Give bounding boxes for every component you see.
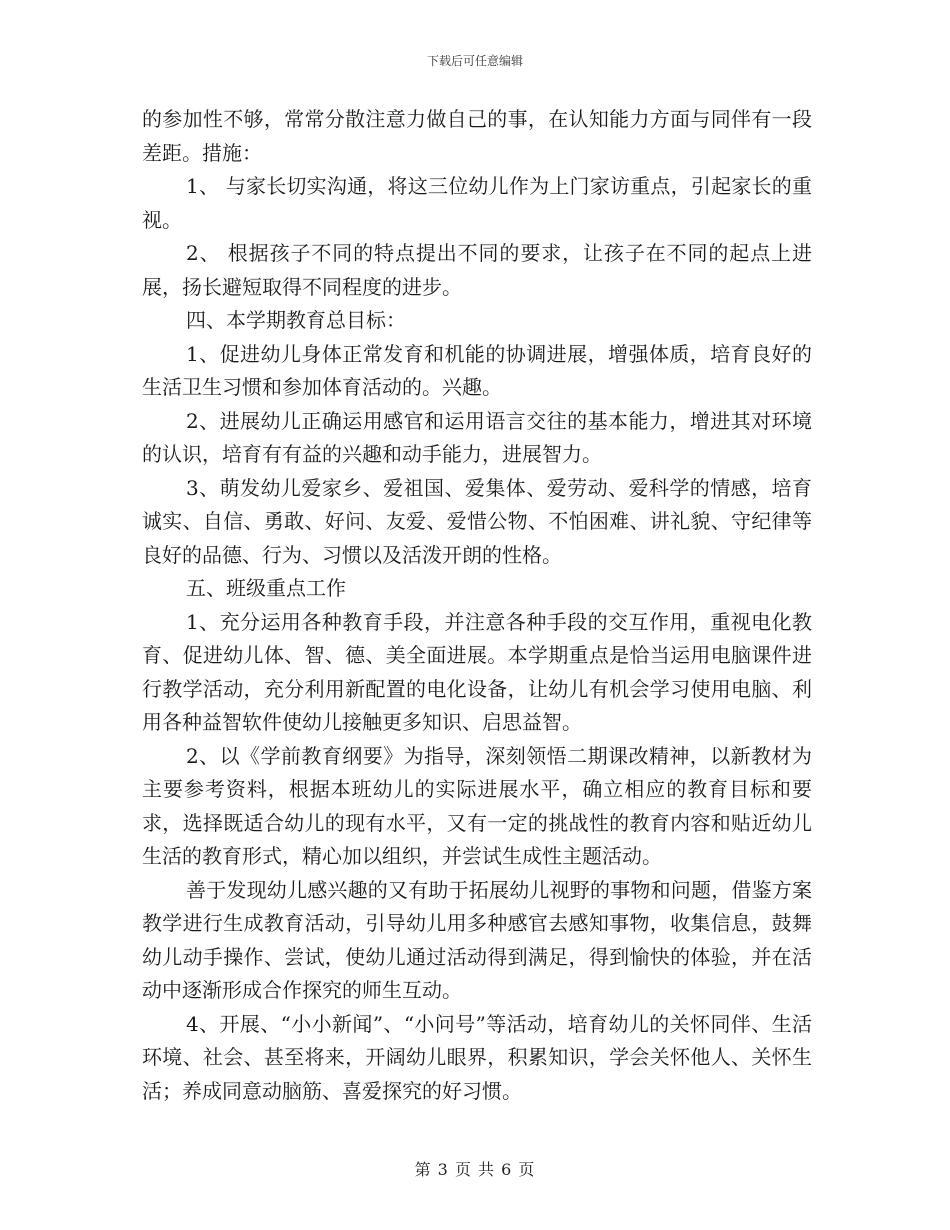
paragraph: 3、萌发幼儿爱家乡、爱祖国、爱集体、爱劳动、爱科学的情感，培育诚实、自信、勇敢、好问、友爱、爱惜公物、不怕困难、讲礼貌、守纪律等良好的品德、行为、习惯以及活泼开朗的性格。 [142,475,812,567]
section-heading: 五、班级重点工作 [186,576,346,600]
paragraph: 1、 与家长切实沟通，将这三位幼儿作为上门家访重点，引起家长的重视。 [142,174,812,232]
page-footer: 第 3 页 共 6 页 [414,1160,536,1179]
paragraph: 4、开展、“小小新闻”、“小问号”等活动，培育幼儿的关怀同伴、生活环境、社会、甚至将来，开阔幼儿眼界，积累知识，学会关怀他人、关怀生活；养成同意动脑筋、喜爱探究的好习惯。 [142,1011,812,1103]
page-header: 下载后可任意编辑 [426,54,523,68]
paragraph: 2、以《学前教育纲要》为指导，深刻领悟二期课改精神，以新教材为主要参考资料，根据本班幼儿的实际进展水平，确立相应的教育目标和要求，选择既适合幼儿的现有水平，又有一定的挑战性的教育内容和贴近幼儿生活的教育形式，精心加以组织，并尝试生成性主题活动。 [142,743,812,868]
section-heading: 四、本学期教育总目标： [186,308,406,332]
paragraph: 1、促进幼儿身体正常发育和机能的协调进展，增强体质，培育良好的生活卫生习惯和参加体育活动的。兴趣。 [142,341,812,399]
paragraph: 2、进展幼儿正确运用感官和运用语言交往的基本能力，增进其对环境的认识，培育有有益的兴趣和动手能力，进展智力。 [142,408,812,466]
paragraph: 善于发现幼儿感兴趣的又有助于拓展幼儿视野的事物和问题，借鉴方案教学进行生成教育活动，引导幼儿用多种感官去感知事物，收集信息，鼓舞幼儿动手操作、尝试，使幼儿通过活动得到满足，得到愉快的体验，并在活动中逐渐形成合作探究的师生互动。 [142,877,812,1002]
paragraph: 1、充分运用各种教育手段，并注意各种手段的交互作用，重视电化教育、促进幼儿体、智、德、美全面进展。本学期重点是恰当运用电脑课件进行教学活动，充分利用新配置的电化设备，让幼儿有机会学习使用电脑、利用各种益智软件使幼儿接触更多知识、启思益智。 [142,609,812,734]
document-body [142,103,812,1108]
paragraph: 2、 根据孩子不同的特点提出不同的要求，让孩子在不同的起点上进展，扬长避短取得不同程度的进步。 [142,241,812,299]
paragraph: 的参加性不够，常常分散注意力做自己的事，在认知能力方面与同伴有一段差距。措施： [142,107,812,165]
